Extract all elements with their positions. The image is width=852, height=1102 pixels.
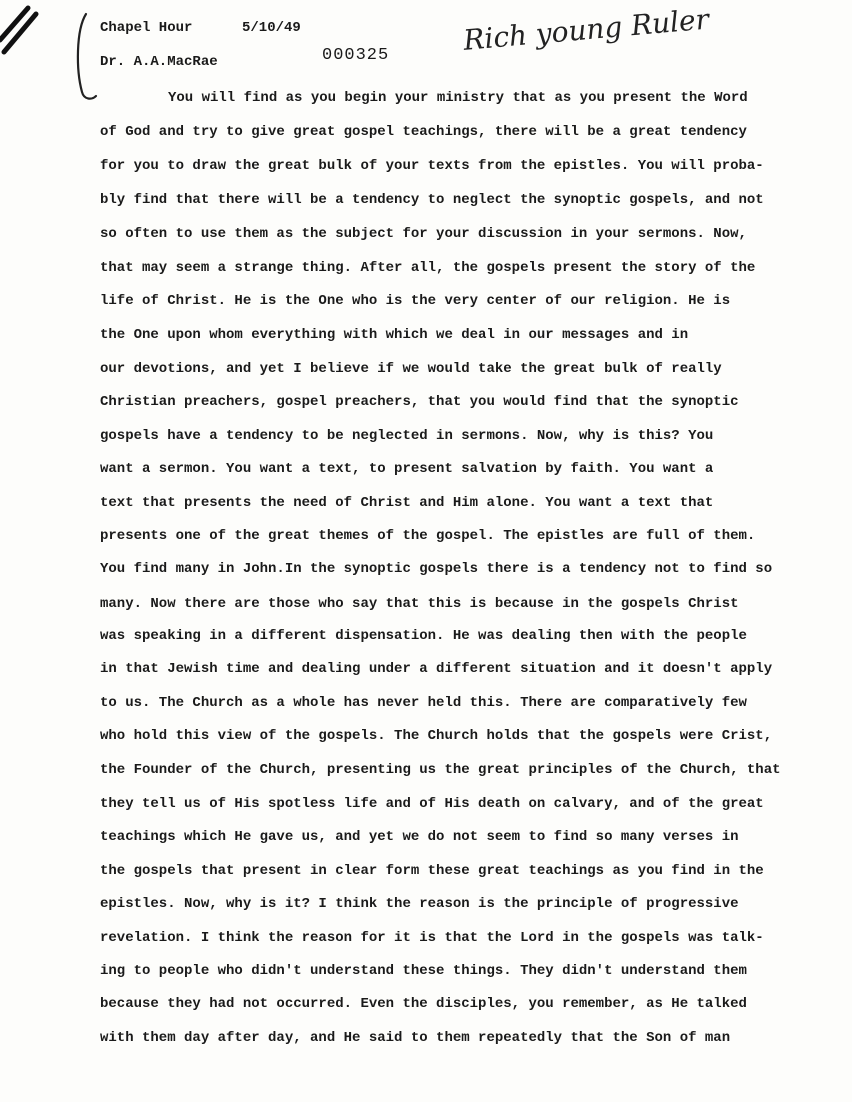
text-line: You find many in John.In the synoptic gospels there is a tendency not to find so (100, 561, 773, 577)
text-line: the gospels that present in clear form these great teachings as you find in the (100, 863, 764, 879)
text-line: for you to draw the great bulk of your texts from the epistles. You will proba- (100, 158, 764, 174)
text-line: You will find as you begin your ministry that as you present the Word (168, 90, 748, 106)
text-line: Christian preachers, gospel preachers, that you would find that the synoptic (100, 394, 739, 410)
text-line: life of Christ. He is the One who is the very center of our religion. He is (100, 293, 731, 309)
text-line: to us. The Church as a whole has never held this. There are comparatively few (100, 695, 747, 711)
text-line: text that presents the need of Christ and Him alone. You want a text that (100, 495, 714, 511)
document-number: 000325 (322, 46, 390, 65)
text-line: our devotions, and yet I believe if we would take the great bulk of really (100, 361, 722, 377)
text-line: epistles. Now, why is it? I think the reason is the principle of progressive (100, 896, 739, 912)
corner-scratch-mark (0, 8, 36, 52)
text-line: want a sermon. You want a text, to present salvation by faith. You want a (100, 461, 714, 477)
text-line: gospels have a tendency to be neglected in sermons. Now, why is this? You (100, 428, 714, 444)
text-line: they tell us of His spotless life and of His death on calvary, and of the great (100, 796, 764, 812)
text-line: so often to use them as the subject for your discussion in your sermons. Now, (100, 226, 747, 242)
text-line: that may seem a strange thing. After all, the gospels present the story of the (100, 260, 756, 276)
bracket-mark (78, 14, 96, 99)
text-line: the Founder of the Church, presenting us the great principles of the Church, that (100, 762, 781, 778)
event-title: Chapel Hour (100, 20, 193, 36)
text-line: teachings which He gave us, and yet we do not seem to find so many verses in (100, 829, 739, 845)
text-line: presents one of the great themes of the gospel. The epistles are full of them. (100, 528, 756, 544)
text-line: was speaking in a different dispensation. He was dealing then with the people (100, 628, 747, 644)
text-line: revelation. I think the reason for it is that the Lord in the gospels was talk- (100, 930, 764, 946)
text-line: in that Jewish time and dealing under a different situation and it doesn't apply (100, 661, 773, 677)
text-line: with them day after day, and He said to them repeatedly that the Son of man (100, 1030, 731, 1046)
text-line: ing to people who didn't understand these things. They didn't understand them (100, 963, 747, 979)
text-line: the One upon whom everything with which we deal in our messages and in (100, 327, 689, 343)
text-line: who hold this view of the gospels. The Church holds that the gospels were Crist, (100, 728, 773, 744)
event-date: 5/10/49 (242, 20, 301, 36)
speaker-name: Dr. A.A.MacRae (100, 54, 218, 70)
handwritten-note: Rich young Ruler (462, 2, 711, 57)
text-line: many. Now there are those who say that this is because in the gospels Christ (100, 596, 739, 612)
text-line: because they had not occurred. Even the disciples, you remember, as He talked (100, 996, 747, 1012)
text-line: bly find that there will be a tendency to neglect the synoptic gospels, and not (100, 192, 764, 208)
text-line: of God and try to give great gospel teachings, there will be a great tendency (100, 124, 747, 140)
